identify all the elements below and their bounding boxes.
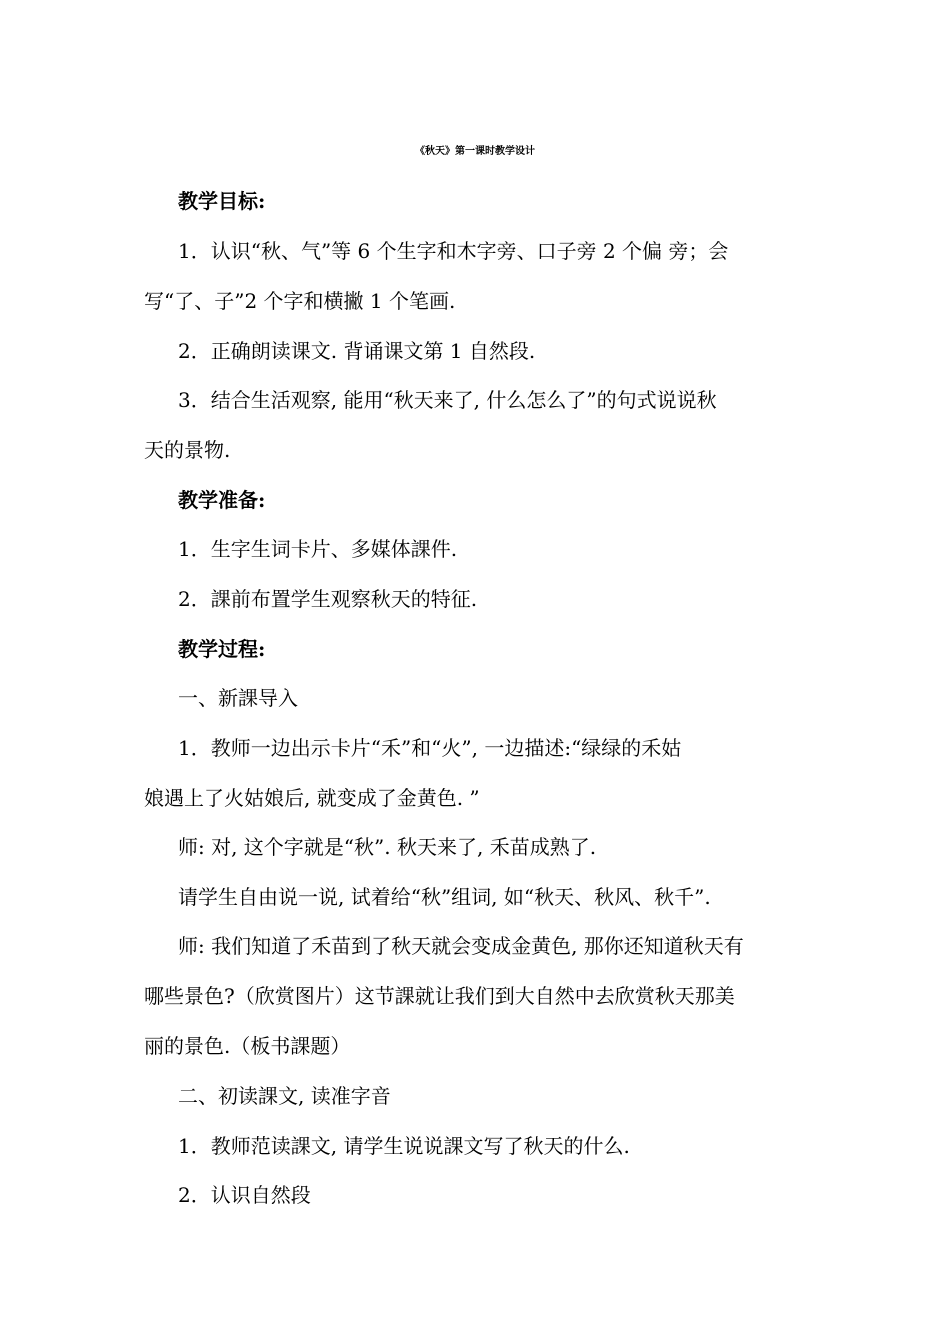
section-1-para-1-line-1: 1．教师一边出示卡片“禾”和“火”, 一边描述:“绿绿的禾姑 bbox=[178, 736, 682, 760]
goal-2: 2．正确朗读课文. 背诵课文第 1 自然段. bbox=[178, 339, 536, 363]
goal-1-line-1: 1．认识“秋、气”等 6 个生字和木字旁、口子旁 2 个偏 旁；会 bbox=[178, 239, 729, 263]
section-1-para-3: 请学生自由说一说, 试着给“秋”组词, 如“秋天、秋风、秋千”. bbox=[178, 885, 711, 909]
section-2-heading: 二、初读課文, 读准字音 bbox=[178, 1084, 391, 1108]
section-1-para-1-line-2: 娘遇上了火姑娘后, 就变成了金黄色. ” bbox=[144, 786, 480, 810]
section-1-para-4-line-1: 师: 我们知道了禾苗到了秋天就会变成金黄色, 那你还知道秋天有 bbox=[178, 934, 744, 958]
section-2-para-2: 2．认识自然段 bbox=[178, 1183, 311, 1207]
section-2-para-1: 1．教师范读課文, 请学生说说課文写了秋天的什么. bbox=[178, 1134, 630, 1158]
prep-item-2: 2．課前布置学生观察秋天的特征. bbox=[178, 587, 478, 611]
prep-item-1: 1．生字生词卡片、多媒体課件. bbox=[178, 537, 458, 561]
section-1-para-4-line-3: 丽的景色.（板书課题） bbox=[144, 1034, 351, 1058]
section-1-para-2: 师: 对, 这个字就是“秋”. 秋天来了, 禾苗成熟了. bbox=[178, 835, 597, 859]
goal-3-line-2: 天的景物. bbox=[144, 438, 231, 462]
process-heading: 教学过程: bbox=[178, 637, 266, 661]
prep-heading: 教学准备: bbox=[178, 488, 266, 512]
page-title: 《秋天》第一课时教学设计 bbox=[415, 146, 535, 157]
goal-3-line-1: 3．结合生活观察, 能用“秋天来了, 什么怎么了”的句式说说秋 bbox=[178, 388, 717, 412]
section-1-para-4-line-2: 哪些景色?（欣赏图片）这节課就让我们到大自然中去欣赏秋天那美 bbox=[144, 984, 735, 1008]
section-1-heading: 一、新課导入 bbox=[178, 686, 298, 710]
goal-1-line-2: 写“了、子”2 个字和横撇 1 个笔画. bbox=[144, 289, 456, 313]
goals-heading: 教学目标: bbox=[178, 189, 266, 213]
